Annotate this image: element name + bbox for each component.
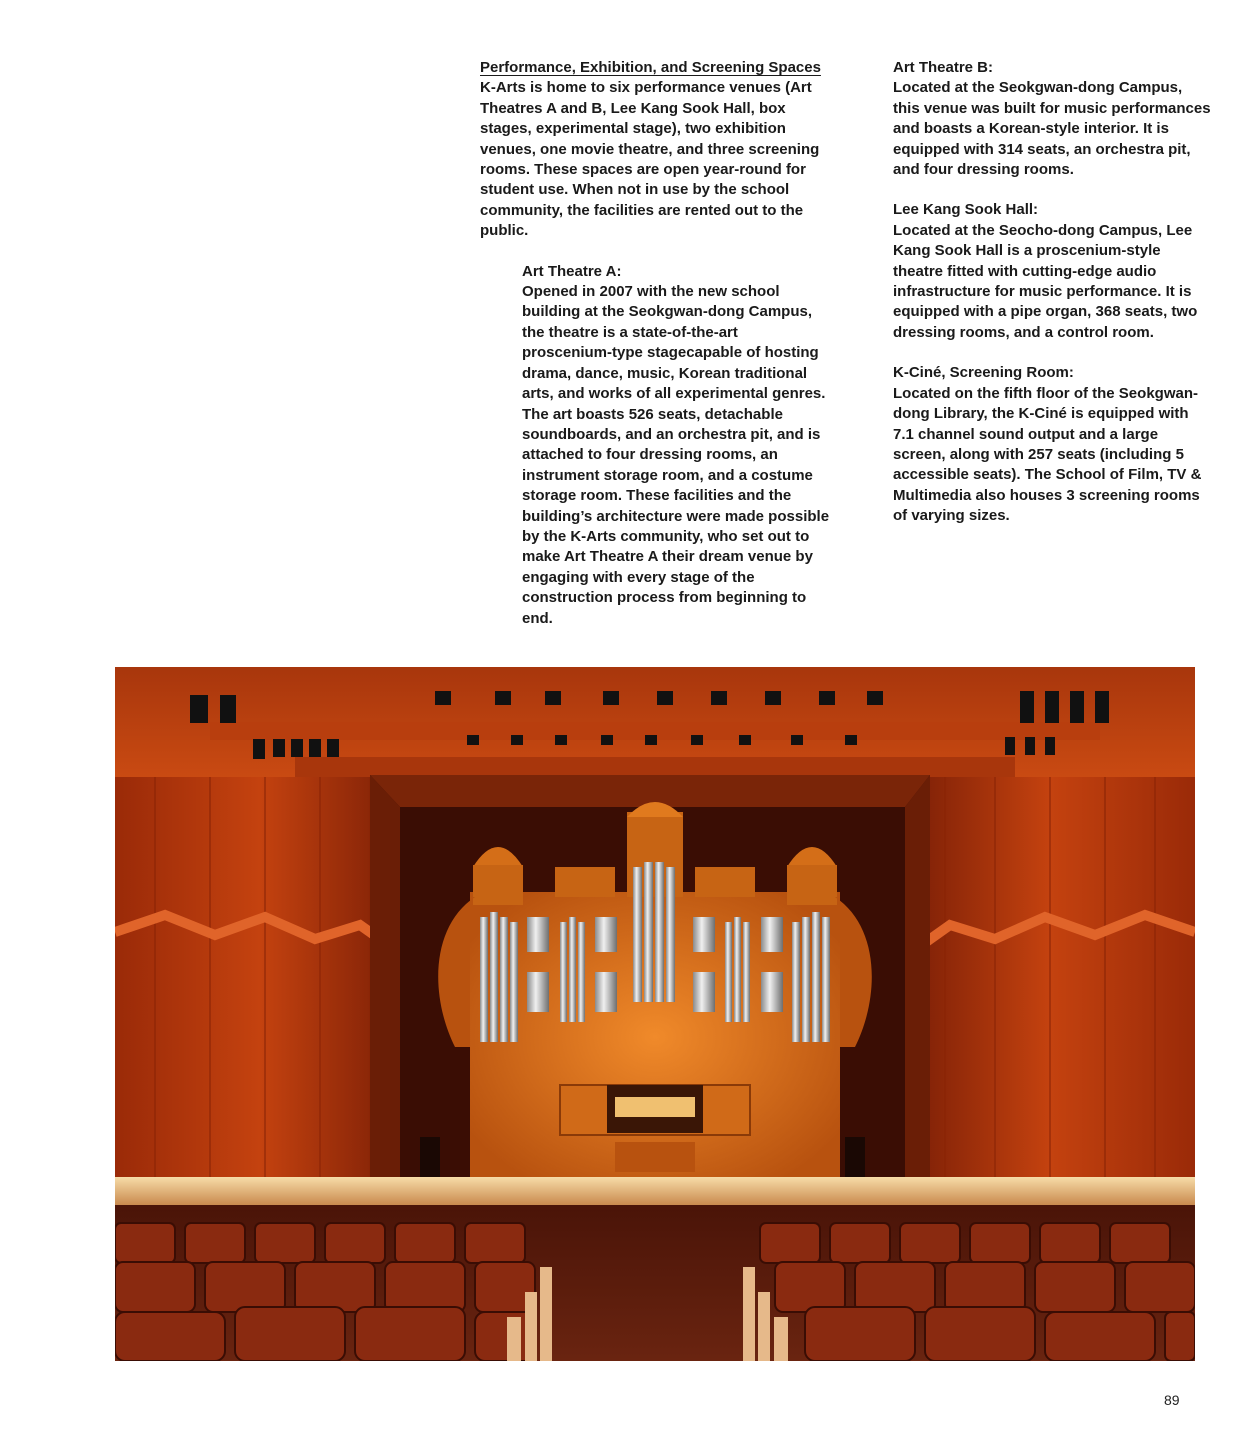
venue-description: Located on the fifth floor of the Seokgwan-dong Library, the K-Ciné is equipped with 7.1 channel sound output and a large screen, along with 257 seats (including 5 accessible seats). The School of Film, TV & Multimedia also houses 3 screening rooms of varying sizes. bbox=[893, 384, 1202, 525]
ceiling-beam-lower bbox=[295, 757, 1015, 777]
speaker-right bbox=[845, 1137, 865, 1182]
venue-art-theatre-a bbox=[522, 262, 832, 629]
venue-lee-kang-sook-hall bbox=[893, 200, 1213, 343]
proscenium-top bbox=[370, 775, 930, 807]
venue-heading: Lee Kang Sook Hall: bbox=[893, 201, 1039, 219]
venue-heading: Art Theatre A: bbox=[522, 262, 622, 280]
concert-hall-illustration bbox=[115, 667, 1195, 1361]
venue-description: Located at the Seocho-dong Campus, Lee Kang Sook Hall is a proscenium-style theatre fitted with cutting-edge audio infrastructure for music performance. It is equipped with a pipe organ, 368 seats, two dressing rooms, and a control room. bbox=[893, 221, 1198, 341]
proscenium-left bbox=[370, 775, 400, 1187]
stage-floor bbox=[115, 1177, 1195, 1205]
speaker-left bbox=[420, 1137, 440, 1182]
page-number: 89 bbox=[1164, 1392, 1180, 1408]
venue-heading: Art Theatre B: bbox=[893, 59, 994, 76]
right-column bbox=[893, 58, 1213, 527]
venue-k-cine bbox=[893, 363, 1213, 526]
venue-description: Opened in 2007 with the new school building at the Seokgwan-dong Campus, the theatre is a state-of-the-art proscenium-type stagecapable of hosting drama, dance, music, Korean traditional arts, and works of all experimental genres. The art boasts 526 seats, detachable soundboards, and an orchestra pit, and is attached to four dressing rooms, an instrument storage room, and a costume storage room. These facilities and the building’s architecture were made possible by the K-Arts community, who set out to make Art Theatre A their dream venue by engaging with every stage of the construction process from beginning to end. bbox=[522, 283, 830, 627]
venue-art-theatre-b bbox=[893, 58, 1213, 180]
proscenium-right bbox=[905, 775, 930, 1187]
section-title: Performance, Exhibition, and Screening Spaces bbox=[480, 59, 821, 76]
left-column bbox=[480, 58, 832, 629]
venue-heading: K-Ciné, Screening Room: bbox=[893, 364, 1074, 382]
pipe-organ bbox=[438, 802, 872, 1182]
concert-hall-photo bbox=[115, 667, 1195, 1361]
intro-paragraph: K-Arts is home to six performance venues (Art Theatres A and B, Lee Kang Sook Hall, box stages, experimental stage), two exhibition venues, one movie theatre, and three screening rooms. These spaces are open year-round for student use. When not in use by the school community, the facilities are rented out to the public. bbox=[480, 79, 820, 240]
venue-description: Located at the Seokgwan-dong Campus, this venue was built for music performances and boasts a Korean-style interior. It is equipped with 314 seats, an orchestra pit, and four dressing rooms. bbox=[893, 79, 1211, 179]
